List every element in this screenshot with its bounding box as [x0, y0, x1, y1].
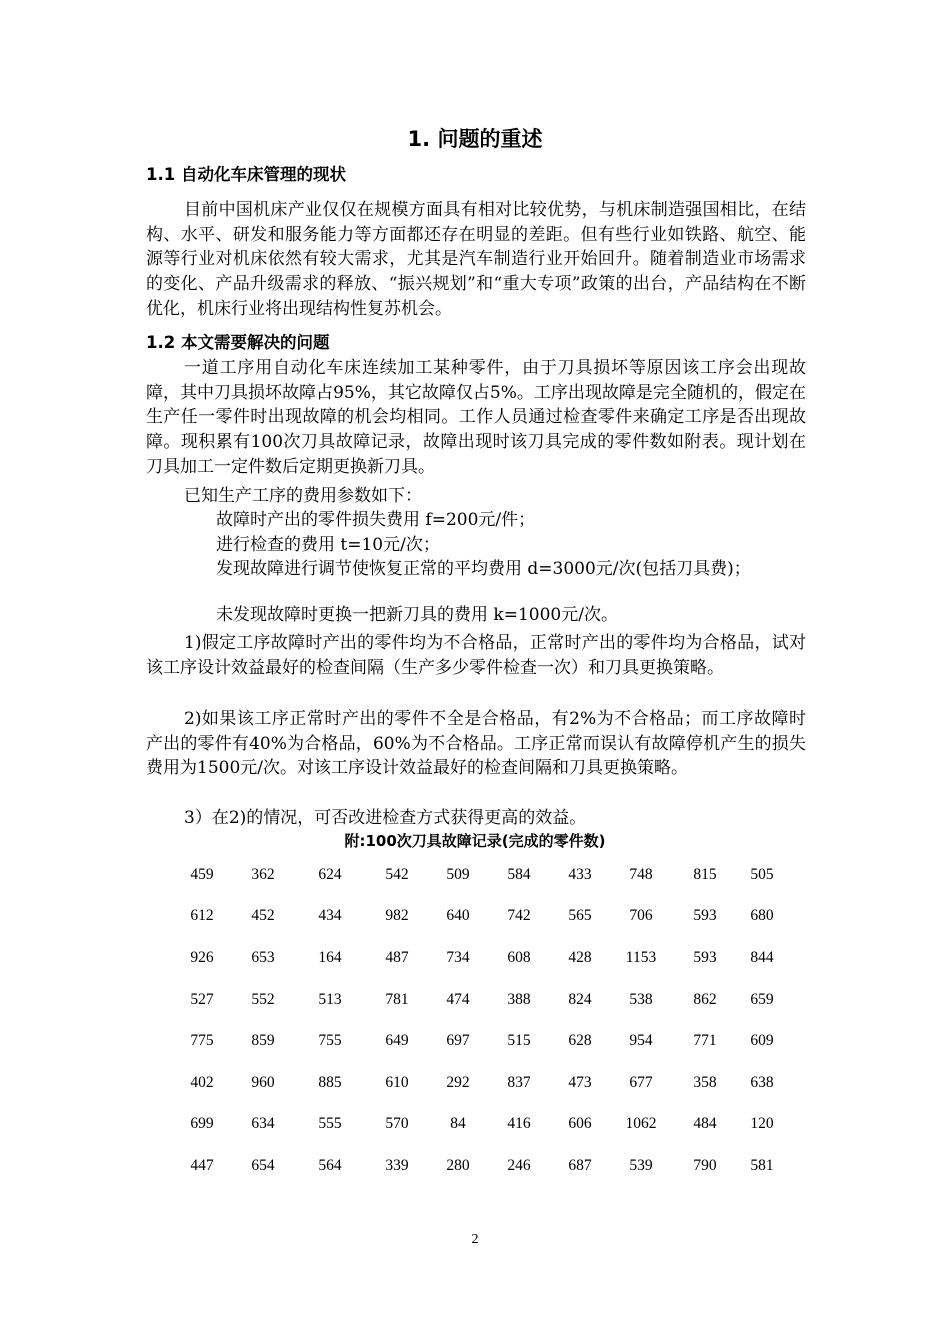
- question-3: 3）在2)的情况，可否改进检查方式获得更高的效益。: [184, 808, 587, 828]
- table-cell: 570: [385, 1115, 409, 1133]
- table-cell: 515: [507, 1032, 531, 1050]
- table-cell: 447: [190, 1156, 214, 1174]
- table-cell: 859: [251, 1032, 275, 1050]
- table-cell: 564: [318, 1156, 342, 1174]
- table-cell: 862: [693, 990, 717, 1008]
- table-cell: 982: [385, 907, 409, 925]
- table-cell: 459: [190, 865, 214, 883]
- page-number: 2: [471, 1232, 479, 1247]
- table-cell: 815: [693, 865, 717, 883]
- table-cell: 402: [190, 1073, 214, 1091]
- table-cell: 824: [568, 990, 592, 1008]
- table-cell: 628: [568, 1032, 592, 1050]
- table-cell: 434: [318, 907, 342, 925]
- table-cell: 755: [318, 1032, 342, 1050]
- table-cell: 593: [693, 948, 717, 966]
- status-paragraph: 目前中国机床产业仅仅在规模方面具有相对比较优势，与机床制造强国相比，在结构、水平、研发和服务能力等方面都还存在明显的差距。但有些行业如铁路、航空、能源等行业对机床依然有较大需求，尤其是汽车制造行业开始回升。随着制造业市场需求的变化、产品升级需求的释放、“振兴规划”和“重大专项”政策的出台，产品结构在不断优化，机床行业将出现结构性复苏机会。: [146, 200, 806, 319]
- table-cell: 474: [446, 990, 470, 1008]
- table-row: [172, 1062, 786, 1104]
- failure-record-table: [172, 854, 786, 1187]
- table-cell: 539: [629, 1156, 653, 1174]
- table-cell: 509: [446, 865, 470, 883]
- table-cell: 649: [385, 1032, 409, 1050]
- table-cell: 542: [385, 865, 409, 883]
- page-title: 1. 问题的重述: [407, 127, 543, 151]
- table-cell: 584: [507, 865, 531, 883]
- table-cell: 653: [251, 948, 275, 966]
- table-cell: 292: [446, 1073, 470, 1091]
- table-cell: 837: [507, 1073, 531, 1091]
- table-cell: 781: [385, 990, 409, 1008]
- table-cell: 677: [629, 1073, 653, 1091]
- table-row: [172, 979, 786, 1021]
- table-cell: 339: [385, 1156, 409, 1174]
- table-row: [172, 1020, 786, 1062]
- table-cell: 452: [251, 907, 275, 925]
- table-cell: 593: [693, 907, 717, 925]
- table-cell: 634: [251, 1115, 275, 1133]
- table-cell: 624: [318, 865, 342, 883]
- table-cell: 120: [750, 1115, 774, 1133]
- table-cell: 84: [450, 1115, 466, 1133]
- section-heading-problem: 1.2 本文需要解决的问题: [146, 333, 330, 352]
- table-cell: 612: [190, 907, 214, 925]
- cost-param-f: 故障时产出的零件损失费用 f=200元/件；: [216, 510, 536, 530]
- table-row: [172, 1145, 786, 1187]
- table-cell: 1153: [625, 948, 657, 966]
- table-cell: 606: [568, 1115, 592, 1133]
- table-cell: 610: [385, 1073, 409, 1091]
- table-cell: 608: [507, 948, 531, 966]
- table-caption: 附:100次刀具故障记录(完成的零件数): [344, 832, 606, 850]
- cost-param-k: 未发现故障时更换一把新刀具的费用 k=1000元/次。: [216, 605, 618, 625]
- table-cell: 433: [568, 865, 592, 883]
- table-cell: 775: [190, 1032, 214, 1050]
- table-cell: 484: [693, 1115, 717, 1133]
- table-row: [172, 1104, 786, 1146]
- table-cell: 388: [507, 990, 531, 1008]
- table-cell: 1062: [625, 1115, 657, 1133]
- table-cell: 706: [629, 907, 653, 925]
- table-cell: 659: [750, 990, 774, 1008]
- table-cell: 565: [568, 907, 592, 925]
- table-cell: 687: [568, 1156, 592, 1174]
- table-cell: 790: [693, 1156, 717, 1174]
- table-cell: 505: [750, 865, 774, 883]
- table-row: [172, 937, 786, 979]
- table-cell: 771: [693, 1032, 717, 1050]
- table-cell: 640: [446, 907, 470, 925]
- table-cell: 527: [190, 990, 214, 1008]
- table-cell: 513: [318, 990, 342, 1008]
- table-cell: 699: [190, 1115, 214, 1133]
- table-cell: 416: [507, 1115, 531, 1133]
- table-cell: 552: [251, 990, 275, 1008]
- table-cell: 654: [251, 1156, 275, 1174]
- table-cell: 358: [693, 1073, 717, 1091]
- table-cell: 473: [568, 1073, 592, 1091]
- table-cell: 844: [750, 948, 774, 966]
- table-cell: 960: [251, 1073, 275, 1091]
- table-cell: 734: [446, 948, 470, 966]
- table-row: [172, 854, 786, 896]
- table-cell: 280: [446, 1156, 470, 1174]
- question-1: 1)假定工序故障时产出的零件均为不合格品，正常时产出的零件均为合格品，试对该工序设计效益最好的检查间隔（生产多少零件检查一次）和刀具更换策略。: [146, 633, 806, 678]
- table-cell: 748: [629, 865, 653, 883]
- table-cell: 581: [750, 1156, 774, 1174]
- section-heading-status: 1.1 自动化车床管理的现状: [146, 165, 346, 184]
- table-cell: 697: [446, 1032, 470, 1050]
- cost-param-t: 进行检查的费用 t=10元/次；: [216, 535, 440, 555]
- table-cell: 428: [568, 948, 592, 966]
- table-cell: 362: [251, 865, 275, 883]
- table-cell: 538: [629, 990, 653, 1008]
- table-cell: 742: [507, 907, 531, 925]
- table-cell: 555: [318, 1115, 342, 1133]
- table-cell: 885: [318, 1073, 342, 1091]
- table-cell: 926: [190, 948, 214, 966]
- table-cell: 680: [750, 907, 774, 925]
- table-cell: 638: [750, 1073, 774, 1091]
- cost-params-intro: 已知生产工序的费用参数如下：: [184, 486, 422, 506]
- cost-param-d: 发现故障进行调节使恢复正常的平均费用 d=3000元/次(包括刀具费)；: [216, 559, 751, 579]
- question-2: 2)如果该工序正常时产出的零件不全是合格品，有2%为不合格品；而工序故障时产出的零件有40%为合格品，60%为不合格品。工序正常而误认有故障停机产生的损失费用为1500元/次。对该工序设计效益最好的检查间隔和刀具更换策略。: [146, 709, 806, 779]
- problem-paragraph: 一道工序用自动化车床连续加工某种零件，由于刀具损坏等原因该工序会出现故障，其中刀具损坏故障占95%，其它故障仅占5%。工序出现故障是完全随机的，假定在生产任一零件时出现故障的机会均相同。工作人员通过检查零件来确定工序是否出现故障。现积累有100次刀具故障记录，故障出现时该刀具完成的零件数如附表。现计划在刀具加工一定件数后定期更换新刀具。: [146, 358, 806, 477]
- table-cell: 246: [507, 1156, 531, 1174]
- table-cell: 164: [318, 948, 342, 966]
- table-row: [172, 896, 786, 938]
- table-cell: 487: [385, 948, 409, 966]
- table-cell: 609: [750, 1032, 774, 1050]
- table-cell: 954: [629, 1032, 653, 1050]
